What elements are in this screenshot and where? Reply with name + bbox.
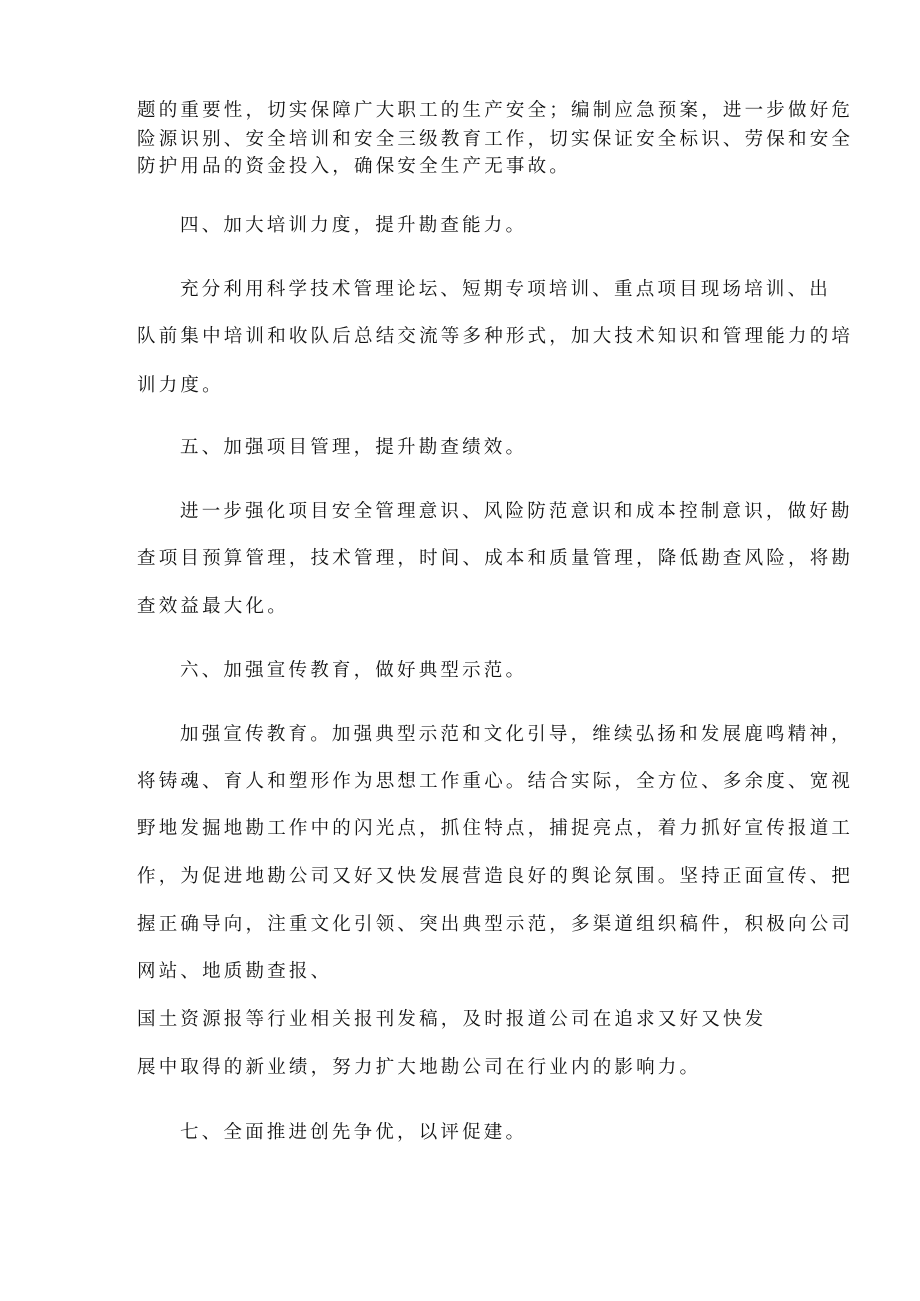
- section-heading-5: 五、加强项目管理，提升勘查绩效。: [180, 437, 528, 458]
- section-heading-7: 七、全面推进创先争优，以评促建。: [180, 1122, 528, 1143]
- text-line: 险源识别、安全培训和安全三级教育工作，切实保证安全标识、劳保和安全: [137, 129, 854, 150]
- text-line: 充分利用科学技术管理论坛、短期专项培训、重点项目现场培训、出: [180, 279, 832, 300]
- text-line: 查效益最大化。: [137, 596, 289, 617]
- section-heading-6: 六、加强宣传教育，做好典型示范。: [180, 660, 528, 681]
- text-line: 查项目预算管理，技术管理，时间、成本和质量管理，降低勘查风险，将勘: [137, 548, 854, 569]
- text-line: 将铸魂、育人和塑形作为思想工作重心。结合实际，全方位、多余度、宽视: [137, 771, 854, 792]
- text-line: 训力度。: [137, 375, 224, 396]
- text-line: 国土资源报等行业相关报刊发稿，及时报道公司在追求又好又快发: [137, 1009, 767, 1030]
- text-line: 展中取得的新业绩，努力扩大地勘公司在行业内的影响力。: [137, 1057, 702, 1078]
- text-line: 题的重要性，切实保障广大职工的生产安全；编制应急预案，进一步做好危: [137, 100, 854, 121]
- section-heading-4: 四、加大培训力度，提升勘查能力。: [180, 215, 528, 236]
- text-line: 进一步强化项目安全管理意识、风险防范意识和成本控制意识，做好勘: [180, 501, 853, 522]
- text-line: 野地发掘地勘工作中的闪光点，抓住特点，捕捉亮点，着力抓好宣传报道工: [137, 818, 854, 839]
- text-line: 握正确导向，注重文化引领、突出典型示范，多渠道组织稿件，积极向公司: [137, 914, 854, 935]
- text-line: 防护用品的资金投入，确保安全生产无事故。: [137, 156, 572, 177]
- text-line: 加强宣传教育。加强典型示范和文化引导，维续弘扬和发展鹿鸣精神，: [180, 724, 853, 745]
- text-line: 作，为促进地勘公司又好又快发展营造良好的舆论氛围。坚持正面宣传、把: [137, 866, 854, 887]
- text-line: 网站、地质勘查报、: [137, 961, 333, 982]
- text-line: 队前集中培训和收队后总结交流等多种形式，加大技术知识和管理能力的培: [137, 326, 854, 347]
